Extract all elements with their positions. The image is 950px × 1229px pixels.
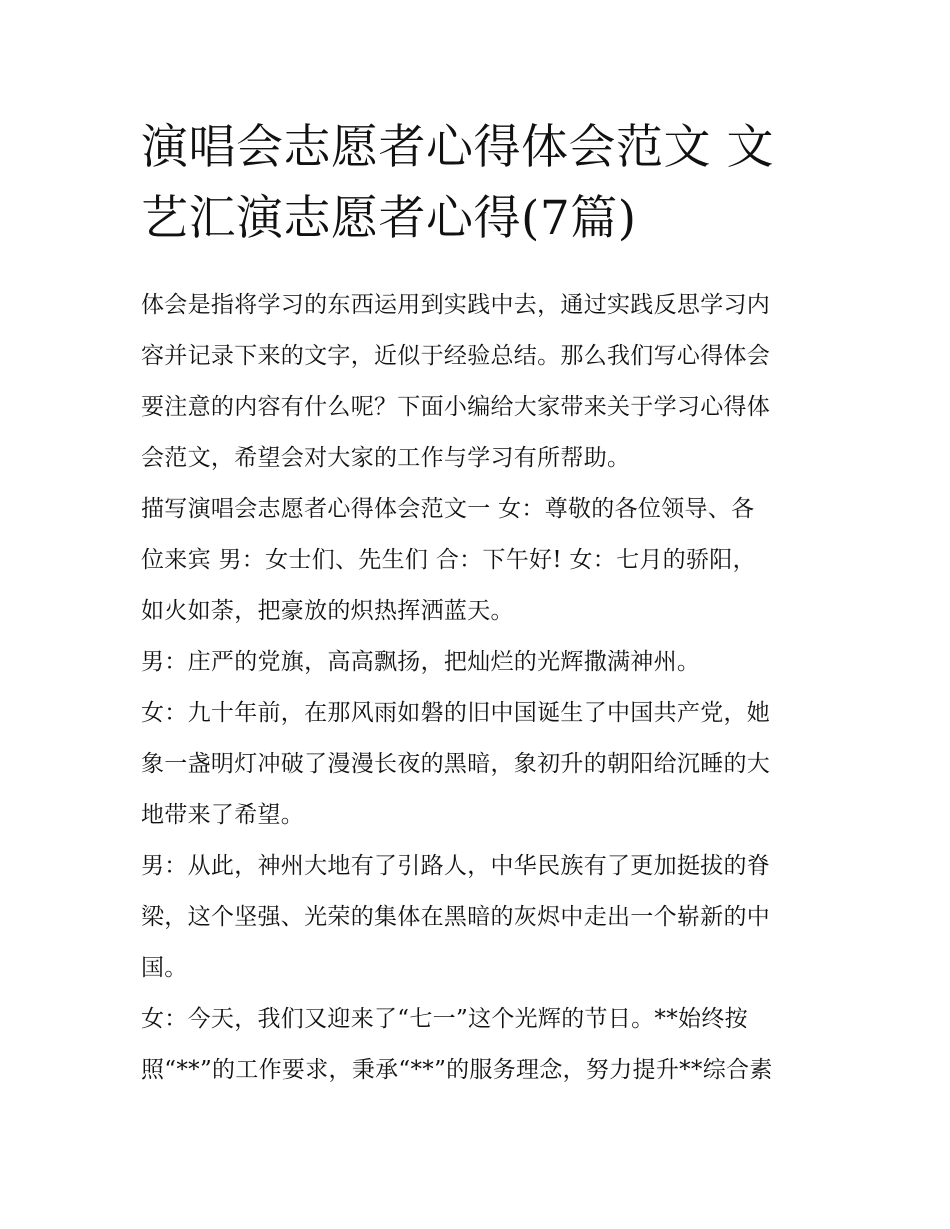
text-line: 女：九十年前，在那风雨如磐的旧中国诞生了中国共产党，她	[141, 700, 771, 726]
document-title	[141, 112, 821, 254]
text-line: 如火如荼，把豪放的炽热挥洒蓝天。	[141, 598, 514, 624]
text-line: 照“**”的工作要求，秉承“**”的服务理念，努力提升**综合素	[141, 1057, 773, 1083]
text-line: 女：今天，我们又迎来了“七一”这个光辉的节日。**始终按	[141, 1006, 748, 1032]
document-body	[141, 280, 813, 1096]
text-line: 地带来了希望。	[141, 802, 305, 828]
text-line: 位来宾 男：女士们、先生们 合：下午好! 女：七月的骄阳，	[141, 547, 756, 573]
text-line: 男：庄严的党旗，高高飘扬，把灿烂的光辉撒满神州。	[141, 649, 701, 675]
paragraph-male-2	[141, 841, 813, 994]
text-line: 国。	[141, 955, 188, 981]
paragraph-male-1	[141, 637, 813, 688]
title-line-1: 演唱会志愿者心得体会范文 文	[141, 120, 774, 175]
paragraph-female-2	[141, 994, 813, 1096]
paragraph-opening	[141, 484, 813, 637]
paragraph-intro	[141, 280, 813, 484]
title-line-2: 艺汇演志愿者心得(7篇)	[141, 191, 637, 246]
text-line: 容并记录下来的文字，近似于经验总结。那么我们写心得体会	[141, 343, 771, 369]
text-line: 梁，这个坚强、光荣的集体在黑暗的灰烬中走出一个崭新的中	[141, 904, 771, 930]
text-line: 象一盏明灯冲破了漫漫长夜的黑暗，象初升的朝阳给沉睡的大	[141, 751, 771, 777]
text-line: 体会是指将学习的东西运用到实践中去，通过实践反思学习内	[141, 292, 771, 318]
text-line: 男：从此，神州大地有了引路人，中华民族有了更加挺拔的脊	[141, 853, 771, 879]
text-line: 会范文，希望会对大家的工作与学习有所帮助。	[141, 445, 631, 471]
text-line: 描写演唱会志愿者心得体会范文一 女：尊敬的各位领导、各	[141, 496, 755, 522]
paragraph-female-1	[141, 688, 813, 841]
text-line: 要注意的内容有什么呢？下面小编给大家带来关于学习心得体	[141, 394, 771, 420]
